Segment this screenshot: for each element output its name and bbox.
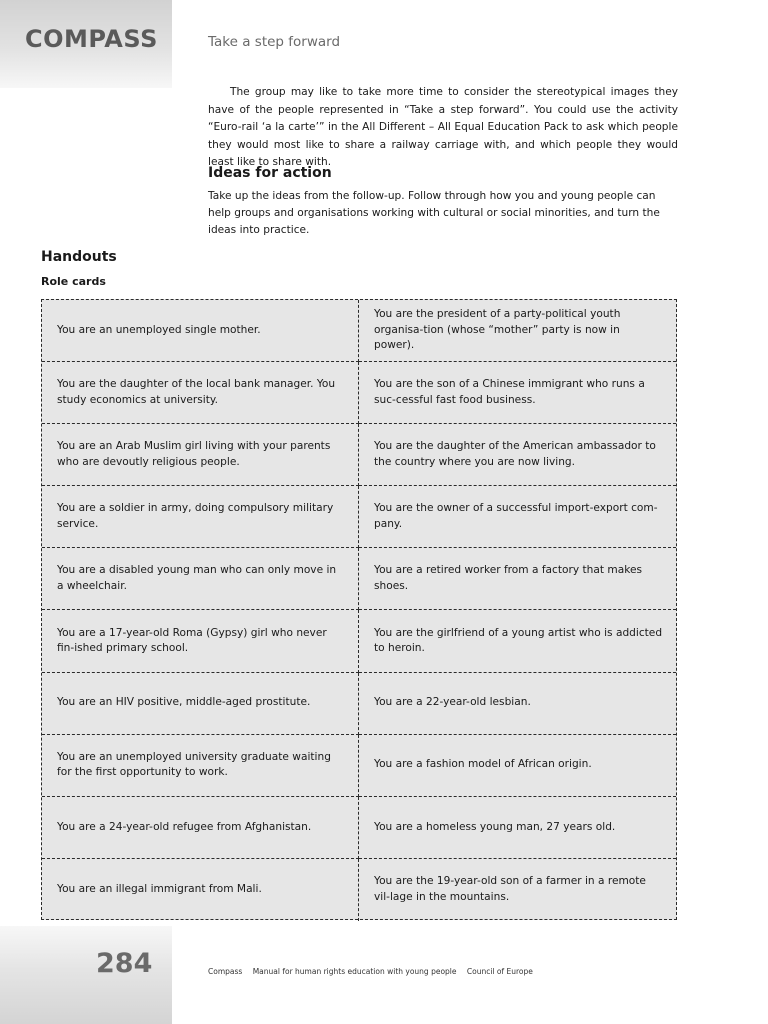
role-card: You are an HIV positive, middle-aged prostitute. bbox=[42, 673, 359, 735]
role-card: You are the son of a Chinese immigrant who runs a suc-cessful fast food business. bbox=[359, 362, 676, 424]
role-card: You are an unemployed university graduate waiting for the first opportunity to work. bbox=[42, 735, 359, 797]
handouts-heading: Handouts bbox=[41, 249, 117, 265]
footer-publication: Compass bbox=[208, 967, 243, 976]
role-card: You are a 17-year-old Roma (Gypsy) girl who never fin-ished primary school. bbox=[42, 610, 359, 672]
role-card: You are the owner of a successful import-export com-pany. bbox=[359, 486, 676, 548]
footer-publisher: Council of Europe bbox=[466, 967, 533, 976]
role-card: You are a homeless young man, 27 years old. bbox=[359, 797, 676, 859]
role-card: You are the daughter of the American ambassador to the country where you are now living. bbox=[359, 424, 676, 486]
intro-paragraph: The group may like to take more time to consider the stereotypical images they have of the people represented in “Take a step forward”. You could use the activity “Euro-rail ‘a la carte’” in the All Different – All Equal Education Pack to ask which people they would most like to share a railway carriage with, and which people they would least like to share with. bbox=[208, 86, 678, 169]
role-card: You are a soldier in army, doing compulsory military service. bbox=[42, 486, 359, 548]
role-card: You are a retired worker from a factory that makes shoes. bbox=[359, 548, 676, 610]
role-cards-heading: Role cards bbox=[41, 275, 106, 288]
footer-subtitle: Manual for human rights education with young people bbox=[252, 967, 457, 976]
role-card: You are a disabled young man who can only move in a wheelchair. bbox=[42, 548, 359, 610]
role-card: You are the girlfriend of a young artist who is addicted to heroin. bbox=[359, 610, 676, 672]
running-header-title: Take a step forward bbox=[208, 34, 341, 50]
role-cards-grid bbox=[41, 299, 677, 920]
ideas-for-action-text: Take up the ideas from the follow-up. Follow through how you and young people can help groups and organisations working with cultural or social minorities, and turn the ideas into practice. bbox=[208, 190, 660, 236]
role-card: You are an illegal immigrant from Mali. bbox=[42, 859, 359, 921]
role-card: You are the 19-year-old son of a farmer in a remote vil-lage in the mountains. bbox=[374, 875, 646, 903]
role-card: You are a 24-year-old refugee from Afghanistan. bbox=[42, 797, 359, 859]
role-card: You are a fashion model of African origin. bbox=[359, 735, 676, 797]
role-card: You are an unemployed single mother. bbox=[42, 300, 359, 362]
role-card: You are a 22-year-old lesbian. bbox=[359, 673, 676, 735]
role-card: You are an Arab Muslim girl living with your parents who are devoutly religious people. bbox=[42, 424, 359, 486]
compass-logo: COMPASS bbox=[25, 25, 158, 53]
page-number: 284 bbox=[96, 948, 153, 979]
role-card: You are the daughter of the local bank manager. You study economics at university. bbox=[42, 362, 359, 424]
footer-credits bbox=[208, 967, 541, 976]
ideas-for-action-heading: Ideas for action bbox=[208, 165, 332, 181]
role-card: You are the president of a party-political youth organisa-tion (whose “mother” party is now in power). bbox=[359, 300, 676, 362]
